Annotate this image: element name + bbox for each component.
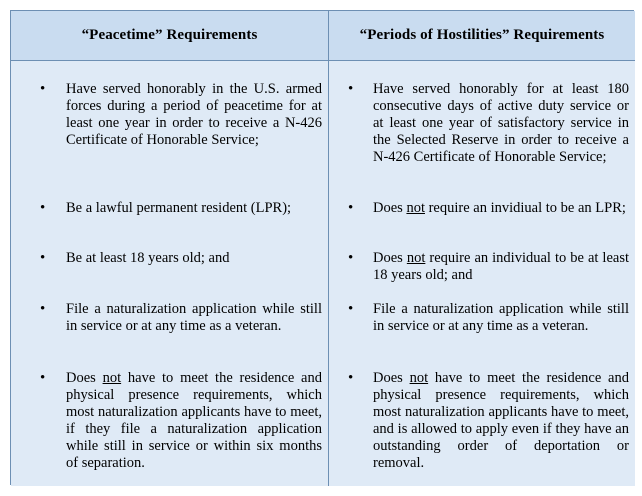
emphasis-text: not bbox=[409, 370, 429, 386]
peacetime-item-2: Be a lawful permanent resident (LPR); bbox=[66, 200, 292, 216]
emphasis-text: not bbox=[406, 250, 426, 266]
hostilities-header: “Periods of Hostilities” Requirements bbox=[329, 11, 635, 61]
hostilities-item-2 bbox=[373, 200, 629, 217]
bullet: • bbox=[348, 81, 354, 97]
bullet: • bbox=[348, 200, 354, 216]
bullet: • bbox=[40, 370, 46, 386]
hostilities-item-3 bbox=[373, 250, 629, 284]
bullet: • bbox=[40, 81, 46, 97]
hostilities-column bbox=[329, 61, 635, 486]
emphasis-text: not bbox=[102, 370, 122, 386]
peacetime-item-1: Have served honorably in the U.S. armed forces during a period of peacetime for at least one year in order to receive a N-426 Certificate of Honorable Service; bbox=[66, 81, 322, 148]
emphasis-text: not bbox=[406, 200, 425, 216]
item-text: Does bbox=[373, 250, 407, 266]
bullet: • bbox=[348, 301, 354, 317]
bullet: • bbox=[348, 250, 354, 266]
item-text: require an invidiual to be an LPR; bbox=[424, 200, 626, 216]
item-text: Does bbox=[373, 200, 407, 216]
item-text: Does bbox=[66, 370, 103, 386]
hostilities-item-4: File a naturalization application while still in service or at any time as a veteran. bbox=[373, 301, 629, 334]
peacetime-header: “Peacetime” Requirements bbox=[11, 11, 329, 61]
bullet: • bbox=[40, 301, 46, 317]
bullet: • bbox=[348, 370, 354, 386]
item-text: Does bbox=[373, 370, 410, 386]
requirements-table bbox=[10, 10, 634, 485]
peacetime-column bbox=[11, 61, 329, 486]
hostilities-item-5 bbox=[373, 370, 629, 472]
item-text: have to meet the residence and physical presence requirements, which most naturalization applicants have to meet, if they file a naturalization application while still in service or within six months of separation. bbox=[66, 370, 322, 471]
peacetime-item-4: File a naturalization application while still in service or at any time as a veteran. bbox=[66, 301, 322, 334]
item-text: have to meet the residence and physical presence requirements, which most naturalization applicants have to meet, and is allowed to apply even if they have an outstanding order of deportation or removal. bbox=[373, 370, 629, 471]
bullet: • bbox=[40, 200, 46, 216]
peacetime-item-3: Be at least 18 years old; and bbox=[66, 250, 230, 266]
hostilities-item-1: Have served honorably for at least 180 consecutive days of active duty service or at least one year of satisfactory service in the Selected Reserve in order to receive a N-426 Certificate of Honorable Service; bbox=[373, 81, 629, 165]
bullet: • bbox=[40, 250, 46, 266]
peacetime-item-5 bbox=[66, 370, 322, 472]
item-text: require an individual to be at least 18 years old; and bbox=[373, 250, 629, 283]
